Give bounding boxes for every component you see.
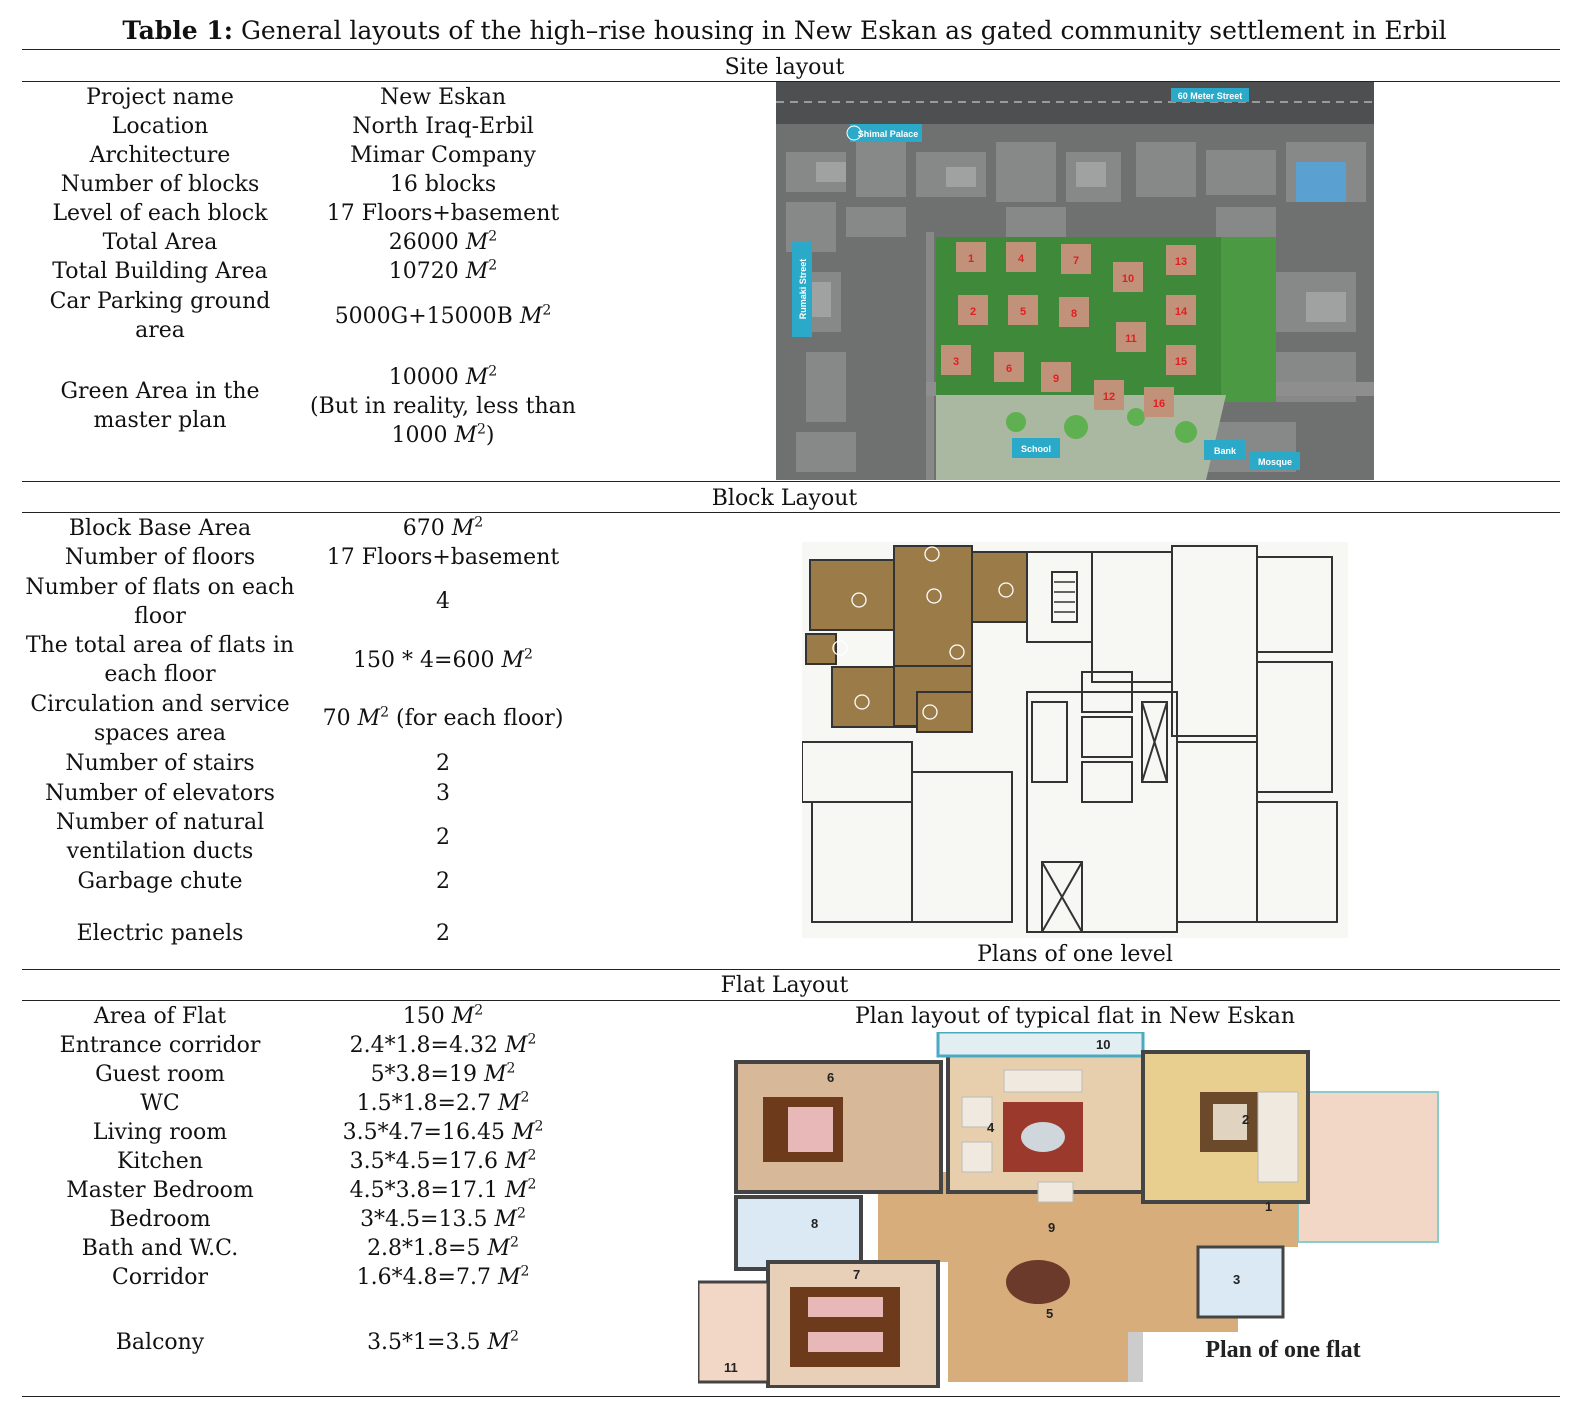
site-value: 10720 $M^2$ — [388, 257, 498, 284]
svg-text:14: 14 — [1174, 306, 1188, 318]
site-key: Car Parking ground area — [49, 289, 271, 343]
flat-value: 5*3.8=19 $M^2$ — [370, 1060, 516, 1087]
block-key: Electric panels — [76, 921, 244, 946]
site-value: 16 blocks — [389, 172, 497, 197]
flat-header: Flat Layout — [720, 973, 849, 998]
svg-text:6: 6 — [827, 1070, 835, 1085]
site-key: Number of blocks — [60, 172, 260, 197]
block-key: Number of elevators — [45, 780, 275, 806]
site-value: 10000 $M^2$ (But in reality, less than 1000 $M^2$) — [310, 363, 576, 448]
flat-plan-title: Plan layout of typical flat in New Eskan — [854, 1004, 1296, 1029]
block-value: 2 — [436, 921, 450, 946]
site-key: Total Building Area — [52, 259, 268, 284]
flat-key: Master Bedroom — [66, 1178, 254, 1203]
map-label-mosque: Mosque — [1257, 457, 1293, 467]
svg-text:1: 1 — [1265, 1199, 1273, 1214]
flat-value: 3.5*1=3.5 $M^2$ — [367, 1328, 519, 1355]
site-aerial-map — [776, 82, 1374, 480]
block-value: 150 * 4=600 $M^2$ — [353, 646, 533, 673]
site-value: Mimar Company — [350, 143, 536, 168]
svg-text:5: 5 — [1046, 1306, 1054, 1321]
svg-text:7: 7 — [853, 1267, 861, 1282]
block-value: 17 Floors+basement — [326, 545, 560, 570]
svg-text:2: 2 — [969, 306, 977, 318]
svg-text:16: 16 — [1152, 398, 1166, 410]
svg-text:10: 10 — [1121, 273, 1135, 285]
svg-text:7: 7 — [1072, 255, 1080, 267]
rule-flat — [22, 1000, 1560, 1001]
caption-text: General layouts of the high–rise housing in New Eskan as gated community settlement in Erbil — [240, 16, 1447, 45]
block-key: Number of natural ventilation ducts — [55, 810, 265, 864]
block-value: 2 — [436, 824, 450, 850]
flat-key: WC — [140, 1091, 180, 1116]
flat-key: Entrance corridor — [59, 1033, 261, 1058]
svg-text:15: 15 — [1174, 356, 1188, 368]
flat-key: Bath and W.C. — [81, 1236, 239, 1261]
block-key: Circulation and service spaces area — [30, 691, 290, 746]
svg-text:8: 8 — [811, 1216, 819, 1231]
map-label-street-left: Rumaki Street — [798, 258, 808, 320]
svg-text:4: 4 — [987, 1120, 995, 1135]
site-key: Architecture — [89, 143, 231, 168]
svg-text:3: 3 — [1233, 1272, 1241, 1287]
block-plan-caption: Plans of one level — [977, 942, 1173, 967]
flat-table — [22, 1002, 592, 1392]
flat-value: 1.6*4.8=7.7 $M^2$ — [356, 1263, 530, 1290]
table-caption — [0, 16, 1569, 46]
site-table — [22, 83, 592, 458]
flat-value: 150 $M^2$ — [402, 1002, 484, 1029]
site-header: Site layout — [724, 55, 845, 80]
site-value: 26000 $M^2$ — [388, 228, 498, 255]
svg-text:6: 6 — [1005, 363, 1013, 375]
svg-text:8: 8 — [1070, 308, 1078, 320]
svg-text:4: 4 — [1017, 253, 1025, 265]
block-key: Garbage chute — [77, 868, 243, 894]
flat-value: 3.5*4.7=16.45 $M^2$ — [342, 1118, 544, 1145]
site-key: Total Area — [102, 230, 218, 255]
caption-label: Table 1: — [122, 16, 233, 45]
block-value: 670 $M^2$ — [402, 514, 484, 541]
block-key: Number of stairs — [65, 750, 255, 776]
flat-key: Balcony — [115, 1329, 205, 1355]
svg-text:11: 11 — [1125, 333, 1137, 345]
rule-flat-top — [22, 969, 1560, 970]
flat-plan-label: Plan of one flat — [1205, 1337, 1361, 1363]
svg-text:5: 5 — [1019, 306, 1027, 318]
block-value: 4 — [436, 589, 450, 614]
flat-key: Bedroom — [109, 1207, 211, 1232]
flat-value: 1.5*1.8=2.7 $M^2$ — [356, 1089, 530, 1116]
site-value: 17 Floors+basement — [326, 201, 560, 226]
site-key: Level of each block — [52, 201, 268, 226]
flat-value: 2.8*1.8=5 $M^2$ — [367, 1234, 519, 1261]
flat-key: Guest room — [95, 1062, 225, 1087]
block-key: The total area of flats in each floor — [25, 633, 295, 687]
flat-value: 2.4*1.8=4.32 $M^2$ — [349, 1031, 537, 1058]
flat-key: Living room — [92, 1120, 228, 1145]
svg-text:11: 11 — [724, 1360, 738, 1375]
flat-floor-plan — [698, 1032, 1443, 1388]
block-key: Number of floors — [64, 545, 256, 570]
rule-block — [22, 512, 1560, 513]
flat-value: 4.5*3.8=17.1 $M^2$ — [349, 1176, 537, 1203]
rule-bottom — [22, 1396, 1560, 1397]
block-table — [22, 514, 592, 971]
svg-text:9: 9 — [1052, 373, 1060, 385]
block-value: 2 — [436, 750, 450, 776]
map-label-palace: Shimal Palace — [857, 129, 919, 139]
block-value: 70 $M^2$ (for each floor) — [322, 704, 564, 731]
block-header: Block Layout — [711, 486, 858, 511]
rule-top — [22, 49, 1560, 50]
map-label-school: School — [1020, 444, 1052, 454]
svg-text:10: 10 — [1096, 1037, 1111, 1052]
block-key: Number of flats on each floor — [25, 574, 295, 629]
site-key: Green Area in the master plan — [60, 379, 260, 433]
site-value: New Eskan — [379, 85, 507, 110]
svg-text:9: 9 — [1048, 1220, 1056, 1235]
block-key: Block Base Area — [68, 516, 252, 541]
svg-text:2: 2 — [1242, 1112, 1250, 1127]
flat-key: Area of Flat — [93, 1004, 227, 1029]
site-key: Project name — [86, 85, 234, 110]
block-value: 3 — [436, 780, 450, 806]
map-label-street: 60 Meter Street — [1177, 91, 1243, 101]
flat-value: 3.5*4.5=17.6 $M^2$ — [349, 1147, 537, 1174]
site-value: North Iraq-Erbil — [352, 114, 534, 139]
block-floor-plan — [802, 542, 1348, 938]
svg-text:1: 1 — [967, 253, 975, 265]
flat-value: 3*4.5=13.5 $M^2$ — [360, 1205, 526, 1232]
site-value: 5000G+15000B $M^2$ — [334, 302, 552, 329]
site-key: Location — [111, 114, 209, 139]
svg-text:3: 3 — [952, 356, 960, 368]
block-value: 2 — [436, 868, 450, 894]
svg-text:12: 12 — [1102, 391, 1116, 403]
rule-block-top — [22, 481, 1560, 482]
svg-text:13: 13 — [1174, 256, 1188, 268]
flat-key: Corridor — [112, 1265, 208, 1290]
map-label-bank: Bank — [1213, 446, 1237, 456]
flat-key: Kitchen — [117, 1149, 203, 1174]
